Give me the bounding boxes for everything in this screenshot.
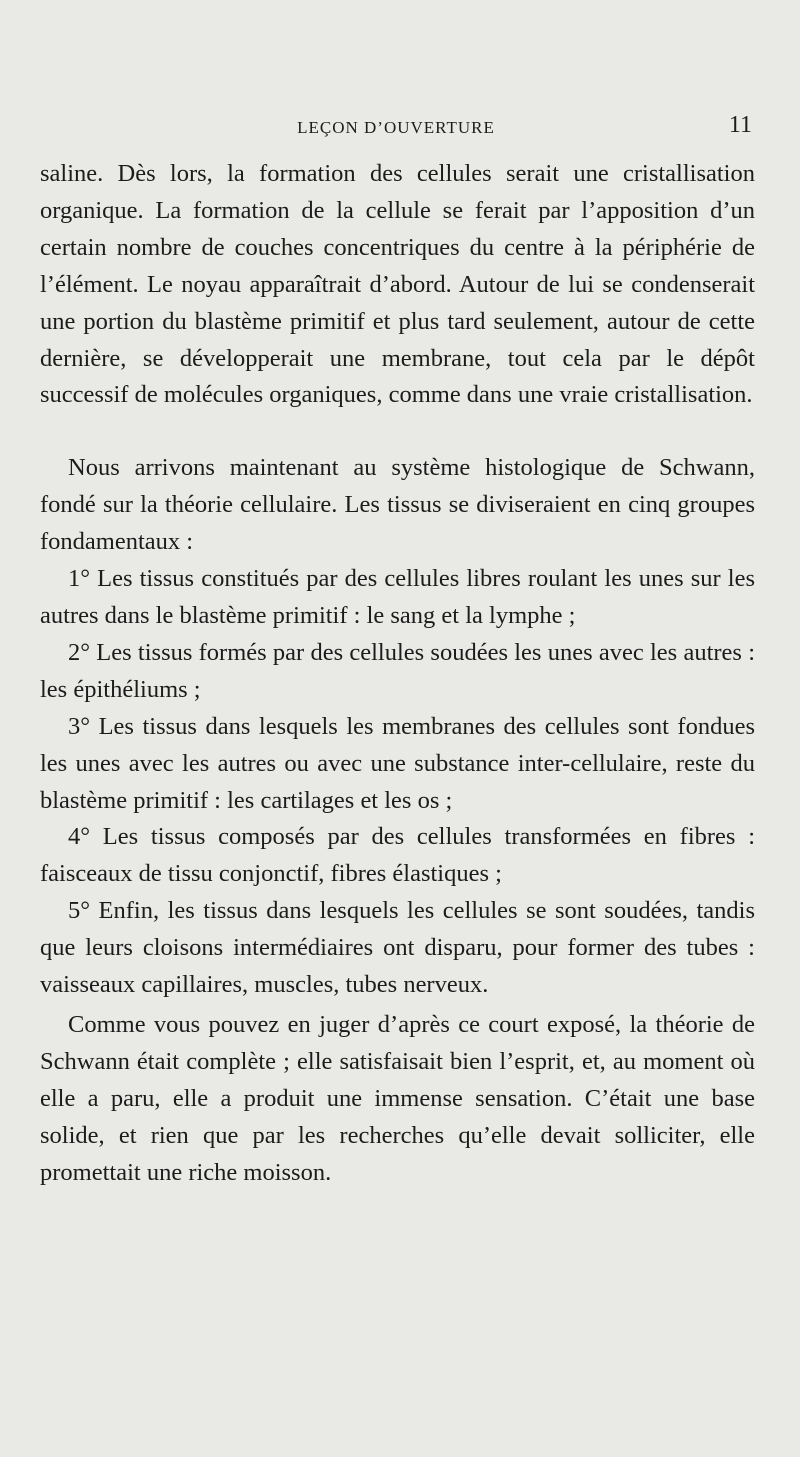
list-item-2: 2° Les tissus formés par des cellules soudées les unes avec les autres : les épithéliums ; — [40, 638, 755, 703]
paragraph-schwann-system: Nous arrivons maintenant au système histologique de Schwann, fondé sur la théorie cellulaire. Les tissus se diviseraient en cinq groupes fondamentaux : — [40, 454, 755, 556]
running-head: LEÇON D’OUVERTURE — [297, 118, 495, 137]
page-number: 11 — [728, 112, 752, 138]
list-item-3: 3° Les tissus dans lesquels les membranes des cellules sont fondues les unes avec les autres ou avec une substance inter-cellulaire, reste du blastème primitif : les cartilages et les os ; — [40, 712, 755, 814]
list-item-4: 4° Les tissus composés par des cellules transformées en fibres : faisceaux de tissu conjonctif, fibres élastiques ; — [40, 823, 755, 888]
list-item-5: 5° Enfin, les tissus dans lesquels les cellules se sont soudées, tandis que leurs cloisons intermédiaires ont disparu, pour former des tubes : vaisseaux capillaires, muscles, tubes nerveux. — [40, 897, 755, 999]
page-body — [40, 156, 755, 1191]
paragraph-continued: saline. Dès lors, la formation des cellules serait une cristallisation organique. La formation de la cellule se ferait par l’apposition d’un certain nombre de couches concentriques du centre à la périphérie de l’élément. Le noyau apparaîtrait d’abord. Autour de lui se condenserait une portion du blastème primitif et plus tard seulement, autour de cette dernière, se développerait une membrane, tout cela par le dépôt successif de molécules organiques, comme dans une vraie cristallisation. — [40, 160, 755, 409]
page-header — [40, 112, 752, 144]
list-item-1: 1° Les tissus constitués par des cellules libres roulant les unes sur les autres dans le blastème primitif : le sang et la lymphe ; — [40, 565, 755, 629]
paragraph-conclusion: Comme vous pouvez en juger d’après ce court exposé, la théorie de Schwann était complète ; elle satisfaisait bien l’esprit, et, au moment où elle a paru, elle a produit une immense sensation. C’était une base solide, et rien que par les recherches qu’elle devait solliciter, elle promettait une riche moisson. — [40, 1010, 755, 1186]
